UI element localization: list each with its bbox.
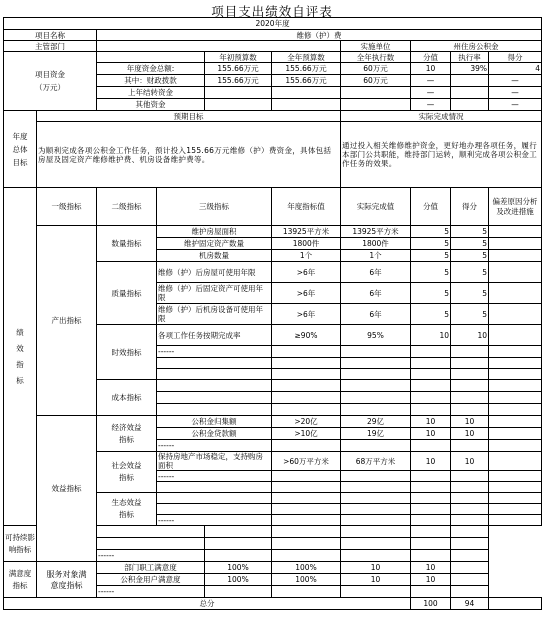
funds-cell: 155.66万元 (205, 75, 272, 87)
empty-cell (341, 369, 411, 380)
total-score: 100 (411, 598, 451, 610)
funds-score: — (411, 75, 451, 87)
indicator-score: 5 (411, 238, 451, 250)
funds-cell: 155.66万元 (205, 63, 272, 75)
empty-cell (341, 586, 411, 598)
empty-cell (411, 392, 451, 404)
funds-header-4: 分值 (411, 52, 451, 63)
funds-row-label: 年度资金总额: (97, 63, 205, 75)
empty-cell (341, 392, 411, 404)
empty-cell (451, 550, 489, 562)
empty-cell (341, 404, 411, 416)
empty-cell (205, 550, 272, 562)
empty-cell (489, 404, 542, 416)
empty-cell (489, 515, 542, 526)
empty-cell (451, 538, 489, 550)
funds-cell (272, 87, 341, 99)
indicator-placeholder: ------ (157, 346, 272, 358)
empty-cell (272, 369, 341, 380)
empty-cell (451, 504, 489, 515)
empty-cell (489, 493, 542, 504)
empty-cell (272, 515, 341, 526)
indicator-placeholder: ------ (97, 550, 205, 562)
perf-label: 绩 效 指 标 (4, 188, 37, 526)
indicator-name: 维护固定资产数量 (157, 238, 272, 250)
indicator-target: 100% (205, 574, 272, 586)
empty-cell (205, 538, 272, 550)
indicator-score: 5 (411, 250, 451, 262)
indicator-deviation (489, 283, 542, 304)
empty-cell (411, 346, 451, 358)
indicator-got: 5 (451, 283, 489, 304)
empty-cell (411, 404, 451, 416)
perf-header-score: 分值 (411, 188, 451, 226)
actual-result-text: 通过投入相关维修维护资金，更好地办理各项任务，履行本部门公共职能，维持部门运转，顺利完成各项公积金工作任务的效果。 (341, 122, 542, 188)
funds-rate (451, 75, 489, 87)
indicator-actual: 95% (341, 325, 411, 346)
empty-cell (451, 440, 489, 452)
empty-cell (341, 471, 411, 482)
funds-header-6: 得分 (489, 52, 542, 63)
empty-cell (272, 550, 341, 562)
empty-cell (341, 550, 411, 562)
empty-cell (272, 482, 341, 493)
indicator-deviation (489, 238, 542, 250)
empty-cell (272, 471, 341, 482)
empty-cell (489, 482, 542, 493)
total-got: 94 (451, 598, 489, 610)
empty-cell (411, 380, 451, 392)
indicator-score: 5 (411, 304, 451, 325)
funds-got: — (489, 75, 542, 87)
empty-cell (157, 358, 272, 369)
indicator-target: >6年 (272, 262, 341, 283)
empty-cell (341, 526, 411, 538)
empty-cell (157, 392, 272, 404)
funds-got: — (489, 99, 542, 111)
empty-cell (489, 440, 542, 452)
indicator-placeholder: ------ (157, 440, 272, 452)
indicator-actual: 6年 (341, 283, 411, 304)
empty-cell (489, 504, 542, 515)
indicator-got: 10 (451, 325, 489, 346)
indicator-actual: 19亿 (341, 428, 411, 440)
indicator-actual: 29亿 (341, 416, 411, 428)
indicator-name: 公积金归集额 (157, 416, 272, 428)
empty-cell (451, 493, 489, 504)
empty-cell (411, 440, 451, 452)
evaluation-table (3, 17, 542, 610)
empty-cell (341, 346, 411, 358)
cost-indicator-label: 成本指标 (97, 380, 157, 416)
year-cell: 2020年度 (4, 18, 542, 30)
funds-cell: 155.66万元 (272, 63, 341, 75)
empty-cell (451, 346, 489, 358)
actual-result-header: 实际完成情况 (341, 111, 542, 122)
funds-score: — (411, 87, 451, 99)
funds-got: 4 (489, 63, 542, 75)
empty-cell (205, 526, 272, 538)
indicator-got: 5 (451, 304, 489, 325)
economic-indicator-label: 经济效益 指标 (97, 416, 157, 452)
output-indicator-label: 产出指标 (37, 226, 97, 416)
timeliness-indicator-label: 时效指标 (97, 325, 157, 380)
perf-header-level3: 三级指标 (157, 188, 272, 226)
funds-row-label: 其他资金 (97, 99, 205, 111)
empty-cell (272, 380, 341, 392)
empty-cell (451, 526, 489, 538)
empty-cell (272, 526, 341, 538)
indicator-score: 10 (411, 325, 451, 346)
indicator-target: >10亿 (272, 428, 341, 440)
empty-cell (411, 358, 451, 369)
indicator-score: 10 (411, 428, 451, 440)
quantity-indicator-label: 数量指标 (97, 226, 157, 262)
perf-header-target: 年度指标值 (272, 188, 341, 226)
indicator-deviation (451, 562, 489, 574)
benefit-indicator-label: 效益指标 (37, 416, 97, 562)
empty-cell (411, 586, 451, 598)
indicator-deviation (489, 452, 542, 471)
indicator-placeholder: ------ (97, 586, 205, 598)
empty-cell (341, 504, 411, 515)
indicator-actual: 6年 (341, 262, 411, 283)
project-name-label: 项目名称 (4, 30, 97, 41)
indicator-name: 维护房屋面积 (157, 226, 272, 238)
indicator-got: 10 (451, 452, 489, 471)
indicator-actual: 100% (272, 574, 341, 586)
indicator-deviation (451, 574, 489, 586)
social-indicator-label: 社会效益 指标 (97, 452, 157, 493)
funds-got: — (489, 87, 542, 99)
indicator-target: 1800件 (272, 238, 341, 250)
indicator-name: 维修（护）后房屋可使用年限 (157, 262, 272, 283)
empty-cell (272, 392, 341, 404)
perf-header-level2: 二级指标 (97, 188, 157, 226)
empty-cell (272, 440, 341, 452)
indicator-actual: 13925平方米 (341, 226, 411, 238)
empty-cell (157, 482, 272, 493)
empty-cell (451, 369, 489, 380)
goals-label: 年度 总体 目标 (4, 111, 37, 188)
empty-cell (411, 471, 451, 482)
funds-score: 10 (411, 63, 451, 75)
empty-cell (205, 586, 272, 598)
funds-cell: 60万元 (341, 63, 411, 75)
indicator-score: 10 (411, 452, 451, 471)
empty-cell (341, 493, 411, 504)
indicator-got: 5 (451, 226, 489, 238)
empty-cell (157, 404, 272, 416)
empty-cell (272, 346, 341, 358)
empty-cell (451, 392, 489, 404)
indicator-target: >20亿 (272, 416, 341, 428)
funds-cell (341, 87, 411, 99)
empty-cell (157, 369, 272, 380)
empty-cell (411, 550, 451, 562)
indicator-actual: 6年 (341, 304, 411, 325)
indicator-got: 5 (451, 262, 489, 283)
indicator-got: 10 (451, 428, 489, 440)
empty-cell (451, 358, 489, 369)
indicator-got: 10 (411, 574, 451, 586)
empty-cell (411, 369, 451, 380)
funds-cell (272, 99, 341, 111)
dept-value (97, 41, 341, 52)
empty-cell (157, 493, 272, 504)
indicator-deviation (489, 304, 542, 325)
satisfaction-indicator-label: 满意度 指标 (4, 562, 37, 598)
indicator-score: 10 (411, 416, 451, 428)
eco-indicator-label: 生态效益 指标 (97, 493, 157, 526)
indicator-target: >6年 (272, 283, 341, 304)
empty-cell (451, 515, 489, 526)
empty-cell (341, 440, 411, 452)
empty-cell (411, 493, 451, 504)
funds-header-1: 年初预算数 (205, 52, 272, 63)
indicator-actual: 100% (272, 562, 341, 574)
funds-cell: 155.66万元 (272, 75, 341, 87)
impl-value: 州住房公积金 (411, 41, 542, 52)
funds-cell (205, 99, 272, 111)
indicator-actual: 68万平方米 (341, 452, 411, 471)
empty-cell (451, 471, 489, 482)
indicator-deviation (489, 325, 542, 346)
indicator-score: 5 (411, 226, 451, 238)
empty-cell (451, 482, 489, 493)
indicator-name: 各项工作任务按期完成率 (157, 325, 272, 346)
indicator-deviation (489, 250, 542, 262)
indicator-target: >6年 (272, 304, 341, 325)
indicator-name: 公积金贷款额 (157, 428, 272, 440)
perf-header-deviation: 偏差原因分析及改进措施 (489, 188, 542, 226)
empty-cell (489, 471, 542, 482)
indicator-score: 10 (341, 574, 411, 586)
empty-cell (341, 538, 411, 550)
empty-cell (341, 515, 411, 526)
funds-header-3: 全年执行数 (341, 52, 411, 63)
indicator-target: >60万平方米 (272, 452, 341, 471)
indicator-placeholder: ------ (157, 515, 272, 526)
perf-header-level1: 一级指标 (37, 188, 97, 226)
indicator-got: 10 (451, 416, 489, 428)
indicator-target: 13925平方米 (272, 226, 341, 238)
impl-label: 实施单位 (341, 41, 411, 52)
empty-cell (272, 538, 341, 550)
empty-cell (157, 380, 272, 392)
dept-label: 主管部门 (4, 41, 97, 52)
indicator-actual: 1800件 (341, 238, 411, 250)
funds-row-label: 其中：财政拨款 (97, 75, 205, 87)
empty-cell (272, 586, 341, 598)
indicator-target: 1个 (272, 250, 341, 262)
indicator-name: 机房数量 (157, 250, 272, 262)
empty-cell (272, 504, 341, 515)
expected-goal-text: 为顺利完成各项公积金工作任务，预计投入155.66万元维修（护）费资金，具体包括房屋及固定资产维修维护费、机房设备维护费等。 (37, 122, 341, 188)
indicator-score: 5 (411, 283, 451, 304)
indicator-name: 公积金用户满意度 (97, 574, 205, 586)
indicator-actual: 1个 (341, 250, 411, 262)
funds-label: 项目资金 （万元） (4, 52, 97, 111)
empty-cell (411, 482, 451, 493)
sheet-title: 项目支出绩效自评表 (211, 4, 333, 19)
empty-cell (341, 482, 411, 493)
perf-header-actual: 实际完成值 (341, 188, 411, 226)
indicator-got: 5 (451, 238, 489, 250)
funds-header-5: 执行率 (451, 52, 489, 63)
empty-cell (272, 358, 341, 369)
indicator-name: 部门职工满意度 (97, 562, 205, 574)
empty-cell (489, 380, 542, 392)
empty-cell (411, 538, 451, 550)
indicator-deviation (489, 262, 542, 283)
empty-cell (411, 504, 451, 515)
sustain-indicator-label: 可持续影 响指标 (4, 526, 37, 562)
empty-cell (272, 493, 341, 504)
indicator-name: 维修（护）后固定资产可使用年限 (157, 283, 272, 304)
empty-cell (451, 380, 489, 392)
indicator-target: 100% (205, 562, 272, 574)
indicator-got: 5 (451, 250, 489, 262)
empty-cell (341, 380, 411, 392)
expected-goal-header: 预期目标 (37, 111, 341, 122)
service-satisfaction-label: 服务对象满 意度指标 (37, 562, 97, 598)
indicator-deviation (489, 226, 542, 238)
indicator-score: 5 (411, 262, 451, 283)
empty-cell (489, 346, 542, 358)
empty-cell (411, 526, 451, 538)
perf-header-got: 得分 (451, 188, 489, 226)
funds-row-label: 上年结转资金 (97, 87, 205, 99)
total-deviation (489, 598, 542, 610)
total-label: 总分 (4, 598, 411, 610)
funds-cell (205, 87, 272, 99)
empty-cell (272, 404, 341, 416)
funds-cell (341, 99, 411, 111)
indicator-name: 维修（护）后机房设备可使用年限 (157, 304, 272, 325)
empty-cell (411, 515, 451, 526)
funds-header-2: 全年预算数 (272, 52, 341, 63)
empty-cell (451, 404, 489, 416)
indicator-got: 10 (411, 562, 451, 574)
indicator-deviation (489, 416, 542, 428)
quality-indicator-label: 质量指标 (97, 262, 157, 325)
project-name-value: 维修（护）费 (97, 30, 542, 41)
indicator-target: ≥90% (272, 325, 341, 346)
empty-cell (157, 504, 272, 515)
empty-cell (489, 358, 542, 369)
indicator-score: 10 (341, 562, 411, 574)
empty-cell (489, 369, 542, 380)
indicator-name: 保持房地产市场稳定，支持购房面积 (157, 452, 272, 471)
funds-header-blank (97, 52, 205, 63)
empty-cell (97, 526, 205, 538)
empty-cell (97, 538, 205, 550)
funds-rate (451, 87, 489, 99)
indicator-placeholder: ------ (157, 471, 272, 482)
empty-cell (451, 586, 489, 598)
funds-cell: 60万元 (341, 75, 411, 87)
funds-score: — (411, 99, 451, 111)
empty-cell (489, 392, 542, 404)
empty-cell (341, 358, 411, 369)
funds-rate: 39% (451, 63, 489, 75)
indicator-deviation (489, 428, 542, 440)
funds-rate (451, 99, 489, 111)
